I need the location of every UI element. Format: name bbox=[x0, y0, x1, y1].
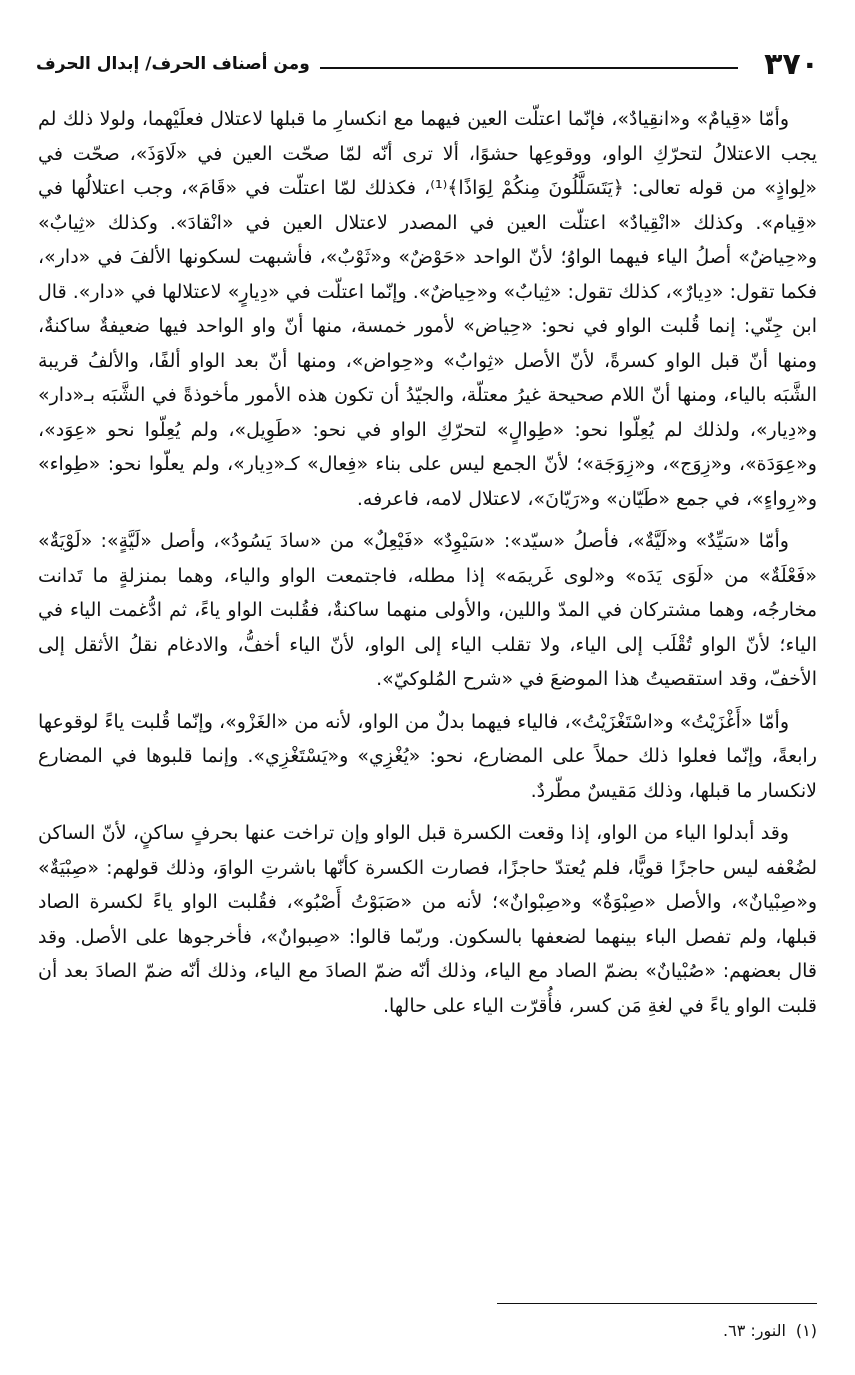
running-title: ومن أصناف الحرف/ إبدال الحرف bbox=[36, 54, 310, 74]
footnote bbox=[38, 1318, 817, 1344]
paragraph-1: وأمّا «قِيامٌ» و«انقِيادٌ»، فإنّما اعتلّت العين فيهما مع انكسارِ ما قبلها لاعتلال فعلَيْهما، ولولا ذلك لم يجب الاعتلالُ لتحرّكِ الواو، ووقوعِها حشوًا، ألا ترى أنّه لمّا صحّت العين في «لَاوَذَ»، صحّت في «لِواذٍ» من قوله تعالى: ﴿يَتَسَلَّلُونَ مِنكُمْ لِوَاذًا﴾⁽¹⁾، فكذلك لمّا اعتلّت في «قَامَ»، وجب اعتلالُها في «قِيام». وكذلك «انْقِيادٌ» اعتلّت العين في المصدر لاعتلال العين في «انْقادَ». وكذلك «ثِيابٌ» و«حِياضٌ» أصلُ الياء فيهما الواوُ؛ لأنّ الواحد «حَوْضٌ» و«ثَوْبٌ»، فأشبهت لسكونها الألفَ في «دار»، فكما تقول: «دِيارٌ»، كذلك تقول: «ثِيابٌ» و«حِياضٌ». وإنّما اعتلّت في «دِيارٍ» لاعتلالها في «دار». قال ابن جِنّي: إنما قُلبت الواو في نحو: «حِياض» لأمور خمسة، منها أنّ واو الواحد فيها ضعيفةٌ ساكنةٌ، ومنها أنّ قبل الواو كسرةً، لأنّ الأصل «ثِوابٌ» و«حِواض»، ومنها أنّ بعد الواو ألفًا، والألفُ قريبة الشَّبَه بالياء، ومنها أنّ اللام صحيحة غيرُ معتلّة، والجيّدُ أن تكون هذه الأمور مأخوذةً في الشَّبَه بـ«دار» و«دِيار»، ولذلك لم يُعِلّوا نحو: «طِوالٍ» لتحرّكِ الواو في نحو: «طَوِيل»، ولم يُعِلّوا نحو «عِوَد»، و«عِوَدَة»، و«زِوَج»، و«زِوَجَة»؛ لأنّ الجمع ليس على بناء «فِعال» كـ«دِيار»، ولم يعلّوا نحو: «طِواء» و«رِواءٍ»، في جمع «طَيّان» و«رَيّانَ»، لاعتلال لامه، فاعرفه. bbox=[38, 108, 817, 510]
footnote-marker: (١) bbox=[795, 1321, 817, 1340]
page-number: ٣٧٠ bbox=[764, 46, 819, 82]
footnote-separator bbox=[497, 1303, 817, 1304]
footnote-text: النور: ٦٣. bbox=[723, 1321, 786, 1340]
main-text bbox=[38, 102, 817, 1031]
paragraph-4: وقد أبدلوا الياء من الواو، إذا وقعت الكسرة قبل الواو وإن تراخت عنها بحرفٍ ساكنٍ، لأنّ الساكن لضُعْفه ليس حاجزًا قويًّا، فلم يُعتدّ حاجزًا، فصارت الكسرة كأنّها باشرتِ الواوَ، وذلك قولهم: «صِبْيَةٌ» و«صِبْيانٌ»، والأصل «صِبْوَةٌ» و«صِبْوانٌ»؛ لأنه من «صَبَوْتُ أَصْبُو»، فقُلبت الواو ياءً لكسرة الصاد قبلها، ولم تفصل الباء بينهما لضعفها بالسكون. وربّما قالوا: «صِبوانٌ»، فأخرجوها على الأصل. وقد قال بعضهم: «صُبْيانٌ» بضمّ الصاد مع الياء، وذلك أنّه ضمّ الصادَ مع الياء، وذلك أنّه ضمّ الصادَ بعد أن قلبت الواو ياءً في لغةِ مَن كسر، فأُقرّت الياء على حالها. bbox=[38, 822, 817, 1017]
paragraph-3: وأمّا «أَغْزَيْتُ» و«اسْتَغْزَيْتُ»، فالياء فيهما بدلٌ من الواو، لأنه من «الغَزْو»، وإنّما قُلبت ياءً لوقوعها رابعةً، وإنّما فعلوا ذلك حملاً على المضارع، نحو: «يُغْزِي» و«يَسْتَغْزِي». وإنما قلبوها في المضارع لانكسار ما قبلها، وذلك مَقيسٌ مطّردٌ. bbox=[38, 710, 817, 802]
header-rule bbox=[320, 67, 738, 69]
running-head bbox=[36, 44, 819, 84]
paragraph-2: وأمّا «سَيِّدٌ» و«لَيَّةٌ»، فأصلُ «سيّد»: «سَيْوِدٌ» «فَيْعِلٌ» من «سادَ يَسُودُ»، وأصل «لَيَّةٍ»: «لَوْيَةٌ» «فَعْلَةٌ» من «لَوَى يَدَه» و«لوى غَريمَه» إذا مطله، فاجتمعت الواو والياء، وهما بمنزلةٍ ما تَدانت مخارجُه، وهما مشتركان في المدّ واللين، والأولى منهما ساكنةٌ، فقُلبت الواو ياءً، ثم ادُّغمت الياء في الياء؛ لأنّ الواو تُقْلَب إلى الياء، ولا تقلب الياء إلى الواو، لأنّ الياء أخفُّ، والادغام نقلُ الأثقل إلى الأخفّ، وقد استقصيتُ هذا الموضعَ في «شرح المُلوكيّ». bbox=[38, 530, 817, 690]
